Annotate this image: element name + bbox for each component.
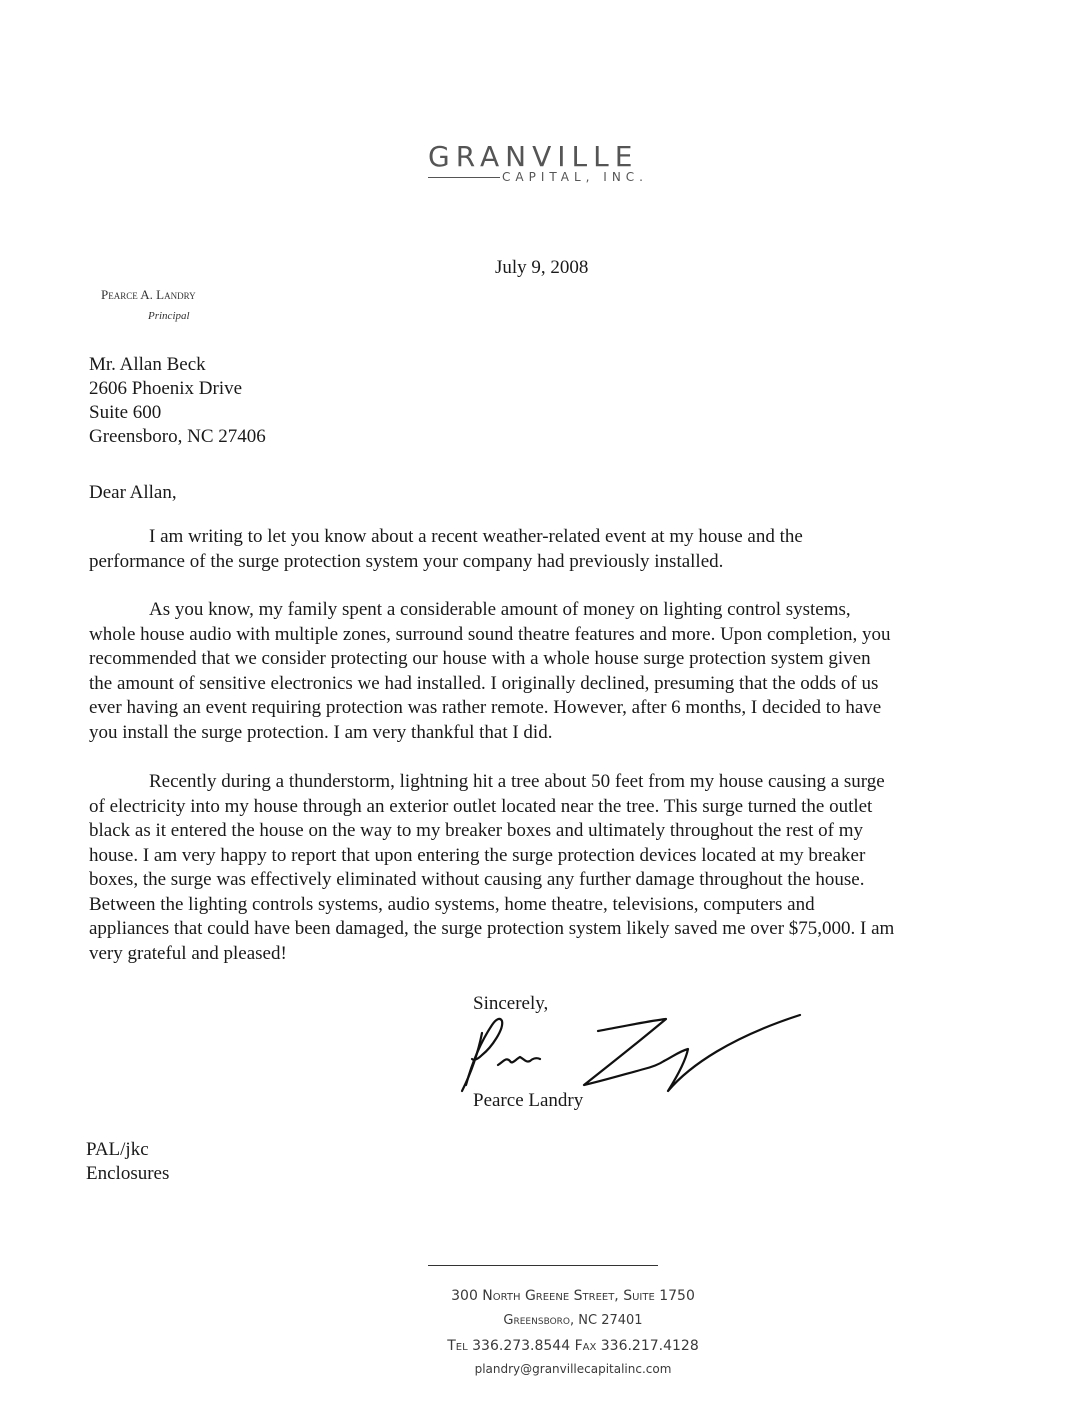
paragraph-line: As you know, my family spent a considerable amount of money on lighting control systems, (149, 599, 851, 620)
sender-name: Pearce A. Landry (101, 287, 196, 302)
footer-divider (428, 1265, 658, 1266)
paragraph-line: Recently during a thunderstorm, lightning hit a tree about 50 feet from my house causing a surge (149, 771, 885, 792)
body-paragraph (89, 770, 989, 966)
paragraph-line: you install the surge protection. I am very thankful that I did. (89, 721, 553, 743)
paragraph-line: black as it entered the house on the way to my breaker boxes and ultimately throughout the rest of my (89, 820, 864, 841)
salutation: Dear Allan, (89, 482, 177, 503)
paragraph-line: of electricity into my house through an exterior outlet located near the tree. This surge turned the outlet (89, 795, 873, 817)
paragraph-line: the amount of sensitive electronics we had installed. I originally declined, presuming that the odds of us (89, 672, 879, 694)
paragraph-line: Between the lighting controls systems, audio systems, home theatre, televisions, computers and (89, 893, 815, 915)
paragraph-line: whole house audio with multiple zones, surround sound theatre features and more. Upon completion, you (89, 623, 891, 645)
logo-underline (428, 177, 500, 178)
body-paragraph (89, 598, 989, 745)
recipient-line: Suite 600 (89, 402, 162, 423)
paragraph-line: appliances that could have been damaged, the surge protection system likely saved me over $75,000. I am (89, 918, 895, 939)
reference-initials: PAL/jkc (86, 1139, 149, 1160)
paragraph-line: performance of the surge protection system your company had previously installed. (89, 550, 724, 572)
enclosures-note: Enclosures (86, 1163, 170, 1184)
body-paragraph (89, 525, 989, 574)
closing: Sincerely, (473, 993, 549, 1014)
recipient-line: Mr. Allan Beck (89, 354, 206, 375)
footer-phone-fax: Tel 336.273.8544 Fax 336.217.4128 (447, 1338, 699, 1354)
paragraph-line: very grateful and pleased! (89, 942, 287, 964)
sender-title: Principal (148, 310, 190, 322)
paragraph-line: house. I am very happy to report that upon entering the surge protection devices located at my breaker (89, 844, 866, 866)
footer-city: Greensboro, NC 27401 (503, 1313, 643, 1328)
paragraph-line: boxes, the surge was effectively eliminated without causing any further damage throughout the house. (89, 869, 865, 890)
recipient-line: Greensboro, NC 27406 (89, 426, 266, 447)
letter-date: July 9, 2008 (495, 257, 589, 278)
paragraph-line: I am writing to let you know about a recent weather-related event at my house and the (149, 526, 803, 547)
company-logo-sub: CAPITAL, INC. (502, 170, 648, 184)
paragraph-line: recommended that we consider protecting our house with a whole house surge protection system given (89, 648, 871, 669)
company-logo-main: GRANVILLE (428, 140, 639, 173)
footer-street: 300 North Greene Street, Suite 1750 (451, 1288, 695, 1304)
footer-email: plandry@granvillecapitalinc.com (474, 1362, 672, 1376)
paragraph-line: ever having an event requiring protection was rather remote. However, after 6 months, I decided to have (89, 697, 882, 718)
signer-name: Pearce Landry (473, 1090, 584, 1111)
recipient-line: 2606 Phoenix Drive (89, 378, 243, 399)
